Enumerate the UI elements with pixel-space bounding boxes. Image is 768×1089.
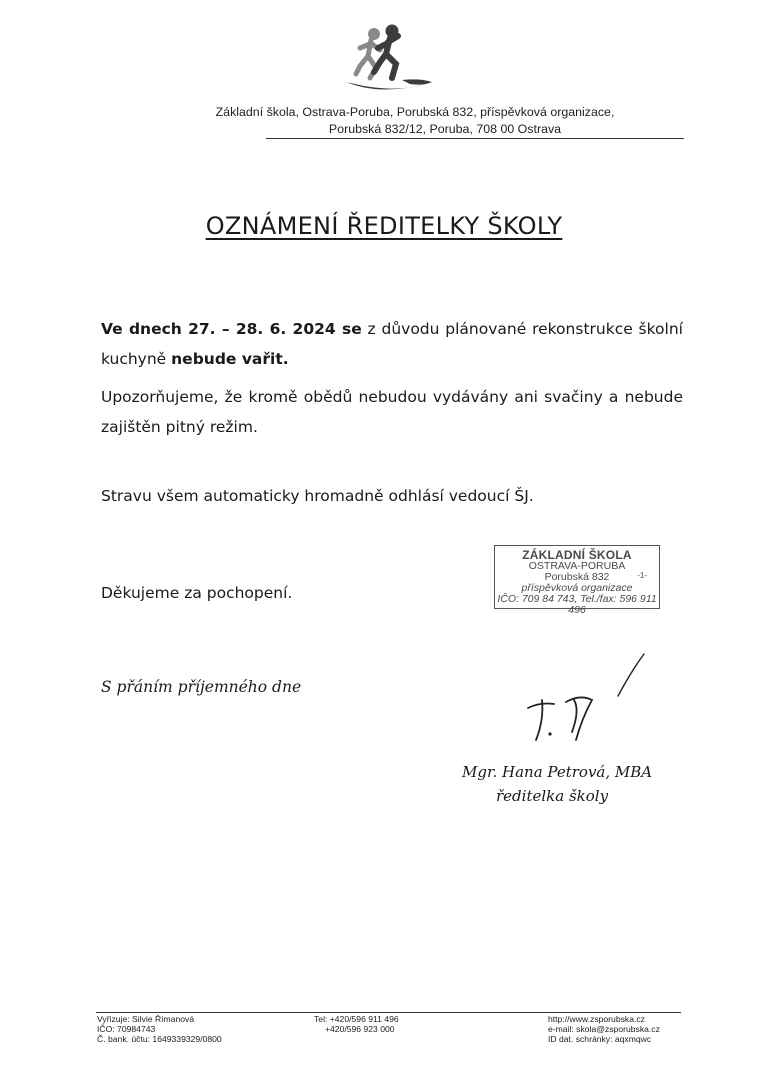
stamp-city: OSTRAVA-PORUBA bbox=[528, 560, 626, 572]
school-stamp bbox=[494, 545, 660, 616]
footer-bank-account: Č. bank. účtu: 1649339329/0800 bbox=[97, 1034, 222, 1044]
handwritten-signature-icon bbox=[520, 650, 660, 750]
date-bold-text: Ve dnech 27. – 28. 6. 2024 se bbox=[101, 320, 362, 338]
footer-divider bbox=[96, 1012, 681, 1013]
announcement-paragraph-2: Upozorňujeme, že kromě obědů nebudou vydávány ani svačiny a nebude zajištěn pitný režim. bbox=[101, 388, 683, 436]
announcement-paragraph-3: Stravu všem automaticky hromadně odhlásí vedoucí ŠJ. bbox=[101, 487, 534, 505]
school-address-line: Porubská 832/12, Poruba, 708 00 Ostrava bbox=[328, 122, 562, 136]
school-address-header bbox=[150, 104, 680, 138]
school-name-line: Základní škola, Ostrava-Poruba, Porubská 832, příspěvková organizace, bbox=[215, 105, 615, 119]
stamp-school-name: ZÁKLADNÍ ŠKOLA bbox=[522, 548, 632, 562]
reason-text: z důvodu plánované rekonstrukce školní kuchyně bbox=[101, 320, 683, 368]
thanks-paragraph: Děkujeme za pochopení. bbox=[101, 584, 293, 602]
footer-phones bbox=[314, 1014, 399, 1034]
footer-web bbox=[548, 1014, 660, 1044]
header-divider bbox=[266, 138, 684, 139]
stamp-number: -1- bbox=[637, 571, 647, 580]
announcement-paragraph-1 bbox=[101, 314, 683, 374]
signer-block bbox=[462, 760, 652, 808]
footer-handler: Vyřizuje: Silvie Římanová bbox=[97, 1014, 195, 1024]
stamp-org: příspěvková organizace bbox=[521, 582, 633, 594]
signer-role: ředitelka školy bbox=[496, 787, 609, 805]
stamp-ids: IČO: 709 84 743, Tel./fax: 596 911 496 bbox=[497, 593, 657, 616]
footer-phone-1: Tel: +420/596 911 496 bbox=[314, 1014, 399, 1024]
footer-data-box: ID dat. schránky: aqxmqwc bbox=[548, 1034, 652, 1044]
closing-greeting: S přáním příjemného dne bbox=[101, 678, 302, 696]
footer-email: e-mail: skola@zsporubska.cz bbox=[548, 1024, 660, 1034]
footer-phone-2: +420/596 923 000 bbox=[325, 1024, 395, 1034]
page-title: OZNÁMENÍ ŘEDITELKY ŠKOLY bbox=[205, 212, 563, 240]
no-cooking-bold-text: nebude vařit. bbox=[171, 350, 289, 368]
signer-name: Mgr. Hana Petrová, MBA bbox=[462, 763, 653, 781]
footer-website: http://www.zsporubska.cz bbox=[548, 1014, 645, 1024]
stamp-street: Porubská 832 bbox=[544, 571, 610, 583]
running-children-logo-icon bbox=[340, 22, 436, 100]
footer-contact-person bbox=[97, 1014, 222, 1044]
footer-ico: IČO: 70984743 bbox=[97, 1024, 156, 1034]
